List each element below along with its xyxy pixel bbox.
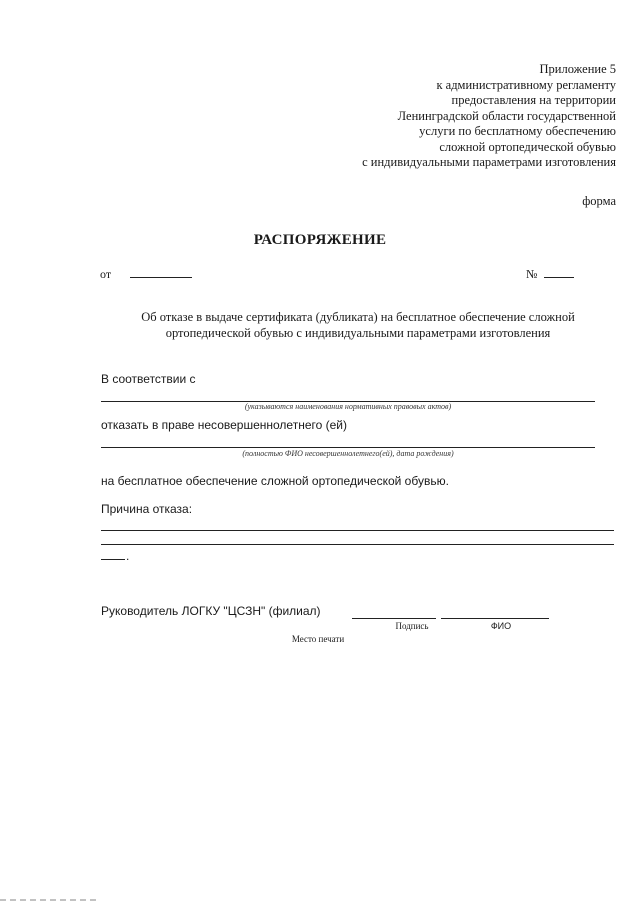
minor-hint: (полностью ФИО несовершеннолетнего(ей), дата рождения) bbox=[242, 449, 454, 458]
appendix-line: сложной ортопедической обувью bbox=[439, 139, 616, 154]
name-label: ФИО bbox=[490, 621, 512, 631]
subject-line-1: Об отказе в выдаче сертификата (дубликата) на бесплатное обеспечение сложной bbox=[141, 310, 575, 324]
subject-block bbox=[0, 309, 640, 341]
document-title: РАСПОРЯЖЕНИЕ bbox=[253, 232, 387, 248]
number-row bbox=[526, 266, 574, 282]
appendix-line: с индивидуальными параметрами изготовления bbox=[362, 155, 616, 169]
acts-hint: (указываются наименования нормативных правовых актов) bbox=[244, 402, 452, 411]
sign-label: Подпись bbox=[395, 621, 429, 631]
appendix-header bbox=[362, 62, 616, 171]
number-prefix: № bbox=[526, 267, 538, 281]
head-signature-text: Руководитель ЛОГКУ "ЦСЗН" (филиал) bbox=[101, 604, 321, 618]
date-prefix: от bbox=[100, 267, 112, 281]
sign-line[interactable] bbox=[352, 618, 436, 619]
appendix-line: Ленинградской области государственной bbox=[397, 108, 616, 123]
appendix-line: услуги по бесплатному обеспечению bbox=[419, 124, 616, 138]
reason-period: . bbox=[126, 549, 130, 563]
date-field[interactable] bbox=[130, 266, 192, 278]
scan-artifact bbox=[0, 899, 100, 901]
appendix-line: предоставления на территории bbox=[451, 93, 616, 107]
appendix-line: к административному регламенту bbox=[436, 77, 616, 92]
appendix-line: Приложение 5 bbox=[539, 62, 616, 76]
according-to-text: В соответствии с bbox=[101, 372, 196, 386]
form-label: форма bbox=[582, 194, 616, 208]
minor-name-line[interactable] bbox=[101, 447, 595, 448]
reason-label: Причина отказа: bbox=[101, 502, 193, 516]
reason-line-2[interactable] bbox=[101, 544, 614, 545]
reason-line-1[interactable] bbox=[101, 530, 614, 531]
name-line[interactable] bbox=[441, 618, 549, 619]
subject-line-2: ортопедической обувью с индивидуальными параметрами изготовления bbox=[165, 326, 551, 340]
refuse-text: отказать в праве несовершеннолетнего (ей) bbox=[101, 418, 347, 432]
date-row bbox=[100, 266, 192, 282]
number-field[interactable] bbox=[544, 266, 574, 278]
reason-line-3[interactable] bbox=[101, 559, 125, 560]
provision-text: на бесплатное обеспечение сложной ортопедической обувью. bbox=[101, 474, 449, 488]
stamp-label: Место печати bbox=[291, 634, 345, 644]
